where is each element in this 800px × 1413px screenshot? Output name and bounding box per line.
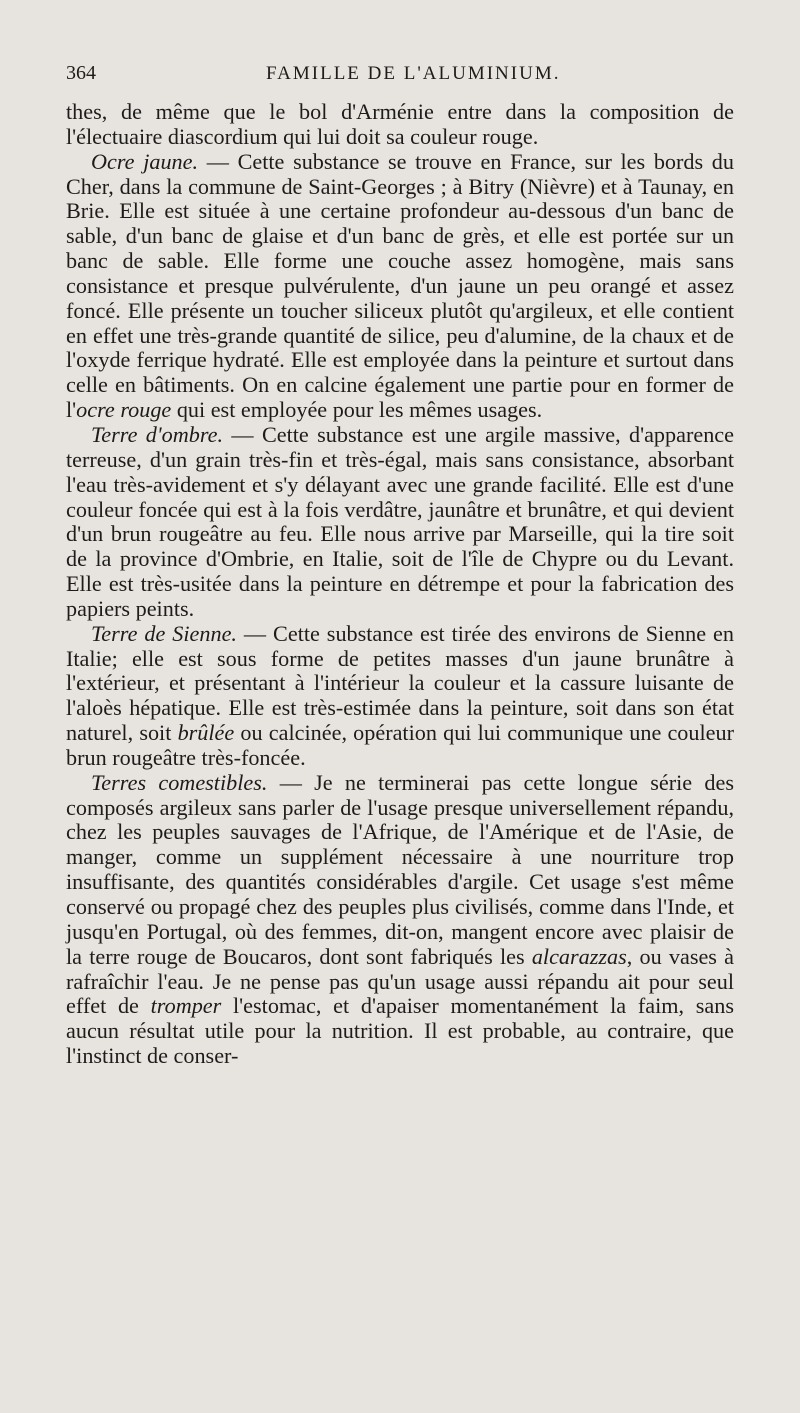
running-header [66, 62, 734, 100]
section-heading: Terres comestibles. [91, 769, 268, 795]
section-heading: Terre de Sienne. [91, 620, 237, 646]
body-text [66, 100, 734, 1069]
section-heading: Ocre jaune. [91, 148, 199, 174]
italic-term: brûlée [177, 720, 235, 746]
text-run: qui est employée pour les mêmes usages. [171, 397, 543, 423]
paragraph [66, 150, 734, 423]
italic-term: ocre rouge [76, 397, 172, 423]
text-run: thes, de même que le bol d'Arménie entre dans la composition de l'électuaire diascordium qui lui doit sa couleur rouge. [66, 99, 734, 149]
text-run: l'estomac, et d'apaiser momentanément la faim, sans aucun résultat utile pour la nutrition. Il est probable, au contraire, que l'instinct de conser- [66, 993, 734, 1069]
text-run: — Cette substance se trouve en France, sur les bords du Cher, dans la commune de Saint-Georges ; à Bitry (Nièvre) et à Taunay, en Brie. Elle est située à une certaine profondeur au-dessous d'un banc de sable, d'un banc de glaise et d'un banc de grès, et elle est portée sur un banc de sable. Elle forme une couche assez homogène, mais sans consistance et presque pulvérulente, d'un jaune un peu orangé et assez foncé. Elle présente un toucher siliceux plutôt qu'argileux, et elle contient en effet une très-grande quantité de silice, peu d'alumine, de la chaux et de l'oxyde ferrique hydraté. Elle est employée dans la peinture et surtout dans celle en bâtiments. On en calcine également une partie pour en former de l' [66, 148, 734, 423]
text-run: — Cette substance est une argile massive, d'apparence terreuse, d'un grain très-fin et très-égal, mais sans consistance, absorbant l'eau très-avidement et s'y délayant avec une grande facilité. Elle est d'une couleur foncée qui est à la fois verdâtre, jaunâtre et brunâtre, et qui devient d'un brun rougeâtre au feu. Elle nous arrive par Marseille, qui la tire soit de la province d'Ombrie, en Italie, soit de l'île de Chypre ou du Levant. Elle est très-usitée dans la peinture en détrempe et pour la fabrication des papiers peints. [66, 421, 734, 621]
text-run: — Cette substance est tirée des environs de Sienne en Italie; elle est sous forme de petites masses d'un jaune brunâtre à l'extérieur, et présentant à l'intérieur la couleur et la cassure luisante de l'aloès hépatique. Elle est très-estimée dans la peinture, soit dans son état naturel, soit [66, 620, 734, 746]
text-run: — Je ne terminerai pas cette longue série des composés argileux sans parler de l'usage presque universellement répandu, chez les peuples sauvages de l'Afrique, de l'Amérique et de l'Asie, de manger, comme un supplément nécessaire à une nourriture trop insuffisante, des quantités considérables d'argile. Cet usage s'est même conservé ou propagé chez des peuples plus civilisés, comme dans l'Inde, et jusqu'en Portugal, où des femmes, dit-on, mangent encore avec plaisir de la terre rouge de Boucaros, dont sont fabriqués les [66, 769, 734, 969]
italic-term: alcarazzas [531, 943, 627, 969]
paragraph [66, 100, 734, 150]
page-number: 364 [66, 62, 96, 84]
text-run: , ou vases à rafraîchir l'eau. Je ne pense pas qu'un usage aussi répandu ait pour seul effet de [66, 943, 734, 1019]
text-run: ou calcinée, opération qui lui communique une couleur brun rougeâtre très-foncée. [66, 720, 734, 770]
running-title: FAMILLE DE L'ALUMINIUM. [266, 63, 561, 84]
paragraph [66, 423, 734, 622]
section-heading: Terre d'ombre. [91, 421, 224, 447]
paragraph [66, 771, 734, 1069]
italic-term: tromper [150, 993, 222, 1019]
paragraph [66, 622, 734, 771]
